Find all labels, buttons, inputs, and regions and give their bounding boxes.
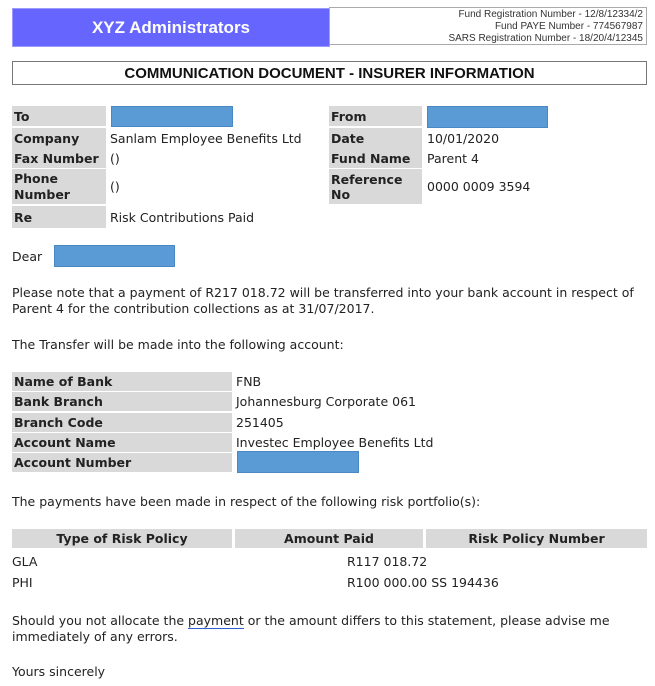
closing-text-line2: immediately of any errors. [12, 629, 178, 644]
fund-registration-number: Fund Registration Number - 12/8/12334/2 [458, 9, 643, 20]
transfer-intro: The Transfer will be made into the following account: [12, 337, 344, 352]
document-title: COMMUNICATION DOCUMENT - INSURER INFORMATION [12, 61, 647, 85]
amount-paid-header: Amount Paid [235, 529, 423, 548]
recipient-name-redaction [54, 245, 175, 267]
from-redaction [427, 106, 548, 128]
bank-name-label: Name of Bank [12, 372, 232, 391]
date-label: Date [329, 128, 422, 148]
reference-no-label: Reference No [329, 169, 422, 204]
payment-notice-paragraph: Please note that a payment of R217 018.72 will be transferred into your bank account in respect of Parent 4 for the contribution collections as at 31/07/2017. [12, 285, 634, 316]
phone-number-label [12, 169, 106, 204]
branch-code-value: 251405 [236, 415, 284, 430]
risk-policy-number-header: Risk Policy Number [426, 529, 647, 548]
signoff: Yours sincerely [12, 664, 106, 679]
date-value: 10/01/2020 [427, 130, 500, 146]
company-brand-banner: XYZ Administrators [12, 8, 330, 47]
bank-branch-label: Bank Branch [12, 392, 232, 411]
from-label: From [329, 106, 422, 126]
account-name-label: Account Name [12, 433, 232, 452]
fax-number-label: Fax Number [12, 148, 106, 168]
risk-row-1-amount: R117 018.72 [347, 553, 428, 569]
reference-no-value: 0000 0009 3594 [427, 179, 531, 194]
re-value: Risk Contributions Paid [110, 209, 255, 225]
sars-registration-number: SARS Registration Number - 18/20/4/12345 [448, 33, 643, 44]
closing-text-start: Should you not allocate the [12, 613, 189, 628]
salutation: Dear [12, 249, 43, 264]
bank-name-value: FNB [236, 374, 262, 389]
phone-number-label-text: Phone Number [14, 170, 70, 202]
account-name-value: Investec Employee Benefits Ltd [236, 435, 434, 450]
closing-text-end: or the amount differs to this statement, please advise me [243, 613, 610, 628]
risk-type-header: Type of Risk Policy [12, 529, 232, 548]
branch-code-label: Branch Code [12, 413, 232, 432]
company-label: Company [12, 128, 106, 148]
to-redaction [111, 106, 233, 127]
fax-number-value: () [110, 150, 120, 166]
account-number-redaction [237, 451, 359, 473]
registration-info [329, 7, 647, 45]
portfolio-intro: The payments have been made in respect of the following risk portfolio(s): [12, 494, 481, 509]
closing-paragraph [12, 613, 648, 645]
risk-row-1-type: GLA [12, 553, 38, 569]
bank-branch-value: Johannesburg Corporate 061 [236, 394, 416, 409]
fund-name-label: Fund Name [329, 148, 422, 168]
risk-row-2-type: PHI [12, 574, 33, 590]
phone-number-value: () [110, 179, 120, 194]
account-number-label: Account Number [12, 453, 232, 472]
payment-word: payment [188, 613, 244, 628]
fund-paye-number: Fund PAYE Number - 774567987 [494, 21, 643, 32]
to-label: To [12, 106, 106, 126]
fund-name-value: Parent 4 [427, 150, 479, 166]
company-value: Sanlam Employee Benefits Ltd [110, 130, 302, 146]
risk-row-2-amount: R100 000.00 SS 194436 [347, 574, 499, 590]
re-label: Re [12, 206, 106, 228]
